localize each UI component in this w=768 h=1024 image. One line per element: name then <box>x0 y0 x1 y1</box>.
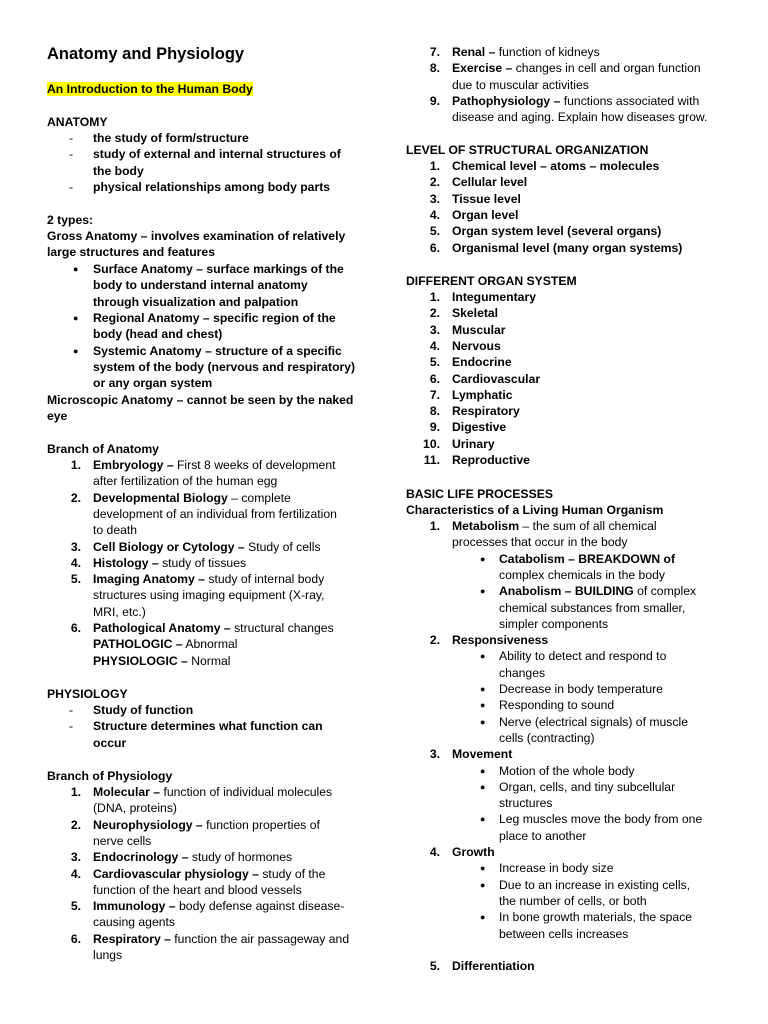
numbered-item <box>93 539 321 555</box>
list-item: Respiratory <box>452 404 520 419</box>
dash-marker: - <box>69 719 74 734</box>
item-number: 7. <box>429 45 440 59</box>
branch-physiology-heading: Branch of Physiology <box>47 769 173 783</box>
bullet-icon: ● <box>480 700 486 711</box>
item-number: 6. <box>429 240 440 255</box>
item-number: 6. <box>70 931 81 946</box>
list-item-line: study of external and internal structures of <box>93 147 341 162</box>
bullet-item-line: Surface Anatomy – surface markings of the <box>93 262 344 276</box>
bullet-item-line: place to another <box>499 828 587 843</box>
item-term: Developmental Biology <box>93 490 228 505</box>
bullet-icon: ● <box>480 879 486 890</box>
list-item-line: Structure determines what function can <box>93 719 323 734</box>
item-number: 5. <box>429 959 440 974</box>
bullet-item-line: or any organ system <box>93 376 213 391</box>
list-item: Organ level <box>452 207 519 222</box>
list-item: Endocrine <box>452 355 512 370</box>
bullet-item-line: chemical substances from smaller, <box>499 600 686 615</box>
list-item-line: physical relationships among body parts <box>93 179 331 194</box>
list-item: Organismal level (many organ systems) <box>452 240 683 255</box>
numbered-item <box>93 866 325 882</box>
item-term: Neurophysiology – <box>93 817 203 832</box>
item-number: 5. <box>429 355 440 370</box>
item-continuation: due to muscular activities <box>452 77 589 92</box>
item-description: of complex <box>633 584 697 599</box>
item-term: Renal – <box>452 45 496 59</box>
bullet-item-line: through visualization and palpation <box>93 294 299 309</box>
item-term: Cardiovascular physiology – <box>93 866 259 881</box>
item-description: – the sum of all chemical <box>519 519 657 533</box>
numbered-item <box>93 555 246 571</box>
list-item: Lymphatic <box>452 387 513 402</box>
item-term: Anabolism – BUILDING <box>499 584 634 599</box>
item-number: 1. <box>70 458 81 472</box>
list-item-line: Study of function <box>93 703 194 717</box>
list-item: Chemical level – atoms – molecules <box>452 159 660 173</box>
bullet-item-line: Responding to sound <box>499 698 615 713</box>
bullet-icon: ● <box>73 264 79 274</box>
item-number: 8. <box>429 61 440 76</box>
bullet-item <box>499 583 696 599</box>
item-number: 3. <box>70 850 81 865</box>
item-term: Immunology – <box>93 899 176 914</box>
item-number: 9. <box>429 93 440 108</box>
item-number: 2. <box>429 633 440 648</box>
process-name: Movement <box>452 747 513 762</box>
bullet-item-line: Nerve (electrical signals) of muscle <box>499 714 688 729</box>
item-term: Molecular – <box>93 785 161 799</box>
highlighted-subtitle: An Introduction to the Human Body <box>47 82 253 96</box>
item-continuation: MRI, etc.) <box>93 604 146 619</box>
item-number: 4. <box>429 338 440 353</box>
bullet-item-line: body to understand internal anatomy <box>93 278 308 293</box>
item-description: Abnormal <box>182 637 238 652</box>
list-item: Cellular level <box>452 175 528 190</box>
numbered-item <box>93 817 320 833</box>
item-number: 3. <box>429 322 440 337</box>
list-item: Integumentary <box>452 290 536 304</box>
bullet-item-line: Leg muscles move the body from one <box>499 812 703 827</box>
numbered-item <box>93 784 332 800</box>
item-number: 2. <box>70 817 81 832</box>
item-number: 9. <box>429 420 440 435</box>
list-item: Muscular <box>452 322 506 337</box>
item-term: Metabolism <box>452 519 520 533</box>
item-number: 1. <box>429 519 440 533</box>
bullet-item <box>499 551 675 567</box>
bullet-item-line: Ability to detect and respond to <box>499 649 667 664</box>
item-continuation: structures using imaging equipment (X-ray, <box>93 588 325 603</box>
item-description: study of hormones <box>188 850 293 865</box>
item-term: Exercise – <box>452 61 513 76</box>
item-number: 1. <box>429 290 440 304</box>
bullet-item-line: the number of cells, or both <box>499 893 647 908</box>
item-description: function of kidneys <box>495 45 600 59</box>
item-number: 3. <box>429 747 440 762</box>
item-term: Pathophysiology – <box>452 93 561 108</box>
bullet-icon: ● <box>480 716 486 727</box>
process-name: Responsiveness <box>452 633 549 648</box>
item-number: 10. <box>423 436 440 451</box>
item-number: 1. <box>70 785 81 799</box>
microscopic-anatomy-line: Microscopic Anatomy – cannot be seen by the naked <box>47 393 354 407</box>
item-description: Study of cells <box>244 539 321 554</box>
physiology-heading: PHYSIOLOGY <box>47 687 128 701</box>
item-continuation: nerve cells <box>93 833 152 848</box>
item-number: 11. <box>423 453 440 467</box>
bullet-item-line: structures <box>499 796 553 811</box>
item-number: 4. <box>429 845 440 859</box>
item-term: Cell Biology or Cytology – <box>93 539 245 554</box>
bullet-item-line: Decrease in body temperature <box>499 682 663 696</box>
item-term: Pathological Anatomy – <box>93 621 231 635</box>
list-item: Tissue level <box>452 191 521 206</box>
item-continuation: function of the heart and blood vessels <box>93 882 302 897</box>
numbered-item <box>93 849 292 865</box>
numbered-item <box>452 44 600 60</box>
bullet-icon: ● <box>480 814 486 825</box>
item-number: 5. <box>70 572 81 587</box>
bullet-icon: ● <box>480 553 486 564</box>
bullet-icon: ● <box>480 586 486 597</box>
bullet-item-line: simpler components <box>499 616 609 631</box>
organ-systems-heading: DIFFERENT ORGAN SYSTEM <box>406 274 577 288</box>
item-number: 4. <box>429 207 440 222</box>
item-continuation: processes that occur in the body <box>452 535 628 550</box>
item-description: functions associated with <box>560 93 700 108</box>
item-number: 2. <box>429 306 440 321</box>
item-term: PHYSIOLOGIC – <box>93 653 188 668</box>
item-number: 3. <box>70 539 81 554</box>
process-name: Growth <box>452 845 495 859</box>
item-description: study of the <box>258 866 326 881</box>
item-description: – complete <box>227 490 291 505</box>
item-description: body defense against disease- <box>175 899 345 914</box>
dash-marker: - <box>69 179 74 194</box>
item-term: Imaging Anatomy – <box>93 572 205 587</box>
item-description: changes in cell and organ function <box>512 61 701 76</box>
numbered-item <box>93 931 349 947</box>
numbered-item <box>93 571 324 587</box>
gross-anatomy-line: large structures and features <box>47 245 215 259</box>
list-item: Reproductive <box>452 453 530 467</box>
dash-marker: - <box>69 131 74 145</box>
item-number: 6. <box>429 371 440 386</box>
numbered-item <box>452 60 701 76</box>
item-number: 3. <box>429 191 440 206</box>
item-continuation: after fertilization of the human egg <box>93 474 278 489</box>
process-name: Differentiation <box>452 959 535 974</box>
gross-anatomy-line: Gross Anatomy – involves examination of relatively <box>47 229 346 243</box>
bullet-icon: ● <box>73 345 79 356</box>
item-number: 8. <box>429 404 440 419</box>
list-item: Urinary <box>452 436 495 451</box>
list-item: Organ system level (several organs) <box>452 224 662 239</box>
bullet-icon: ● <box>480 651 486 662</box>
item-continuation: lungs <box>93 948 123 962</box>
item-description: study of tissues <box>158 555 247 570</box>
item-continuation: causing agents <box>93 915 175 930</box>
bullet-item-line: In bone growth materials, the space <box>499 910 693 925</box>
document-title: Anatomy and Physiology <box>47 45 245 63</box>
dash-marker: - <box>69 703 74 717</box>
pathology-term <box>93 636 237 652</box>
bullet-item-line: Due to an increase in existing cells, <box>499 877 691 892</box>
item-term: Histology – <box>93 555 159 570</box>
numbered-item <box>452 518 657 534</box>
item-number: 2. <box>70 490 81 505</box>
bullet-item-line: complex chemicals in the body <box>499 567 665 582</box>
branch-anatomy-heading: Branch of Anatomy <box>47 442 159 456</box>
item-continuation: disease and aging. Explain how diseases grow. <box>452 110 708 125</box>
numbered-item <box>452 93 699 109</box>
pathology-term <box>93 653 230 669</box>
bullet-icon: ● <box>480 912 486 923</box>
bullet-item-line: between cells increases <box>499 926 629 941</box>
item-description: function properties of <box>202 817 320 832</box>
bullet-icon: ● <box>480 863 486 874</box>
item-number: 1. <box>429 159 440 173</box>
item-number: 2. <box>429 175 440 190</box>
list-item: Digestive <box>452 420 507 435</box>
bullet-item-line: cells (contracting) <box>499 730 595 745</box>
item-description: function of individual molecules <box>160 785 333 799</box>
bullet-item-line: Systemic Anatomy – structure of a specific <box>93 343 342 358</box>
bullet-item-line: body (head and chest) <box>93 327 223 342</box>
item-number: 6. <box>70 621 81 635</box>
subtitle <box>47 81 253 97</box>
bullet-item-line: Regional Anatomy – specific region of the <box>93 310 336 325</box>
item-number: 5. <box>429 224 440 239</box>
levels-heading: LEVEL OF STRUCTURAL ORGANIZATION <box>406 143 649 157</box>
list-item-line: occur <box>93 735 127 750</box>
types-heading: 2 types: <box>47 213 94 227</box>
bullet-icon: ● <box>480 781 486 792</box>
anatomy-heading: ANATOMY <box>47 115 108 129</box>
numbered-item <box>93 898 344 914</box>
numbered-item <box>93 620 334 636</box>
item-description: Normal <box>187 653 231 668</box>
bullet-item-line: Motion of the whole body <box>499 763 635 778</box>
life-processes-subheading: Characteristics of a Living Human Organism <box>406 503 664 517</box>
item-description: study of internal body <box>204 572 325 587</box>
life-processes-heading: BASIC LIFE PROCESSES <box>406 487 553 501</box>
item-term: Catabolism – BREAKDOWN of <box>499 551 676 566</box>
list-item: Skeletal <box>452 306 499 321</box>
item-number: 4. <box>70 555 81 570</box>
bullet-item-line: system of the body (nervous and respiratory) <box>93 359 356 374</box>
list-item: Nervous <box>452 338 501 353</box>
list-item: Cardiovascular <box>452 371 541 386</box>
item-description: structural changes <box>230 621 334 635</box>
item-continuation: (DNA, proteins) <box>93 801 177 816</box>
bullet-icon: ● <box>480 684 486 694</box>
item-term: Endocrinology – <box>93 850 189 865</box>
bullet-icon: ● <box>73 312 79 323</box>
dash-marker: - <box>69 147 74 162</box>
item-term: Embryology – <box>93 458 174 472</box>
item-description: First 8 weeks of development <box>173 458 336 472</box>
numbered-item <box>93 490 291 506</box>
item-continuation: development of an individual from fertilization <box>93 506 337 521</box>
list-item-line: the study of form/structure <box>93 131 249 145</box>
item-number: 5. <box>70 899 81 914</box>
item-continuation: to death <box>93 523 138 538</box>
numbered-item <box>93 457 336 473</box>
item-description: function the air passageway and <box>170 931 350 946</box>
list-item-line: the body <box>93 163 144 178</box>
item-term: Respiratory – <box>93 931 171 946</box>
item-term: PATHOLOGIC – <box>93 637 183 652</box>
bullet-item-line: changes <box>499 665 546 680</box>
microscopic-anatomy-line: eye <box>47 409 68 423</box>
item-number: 4. <box>70 866 81 881</box>
bullet-icon: ● <box>480 765 486 776</box>
item-number: 7. <box>429 387 440 402</box>
bullet-item-line: Increase in body size <box>499 861 614 876</box>
bullet-item-line: Organ, cells, and tiny subcellular <box>499 779 676 794</box>
